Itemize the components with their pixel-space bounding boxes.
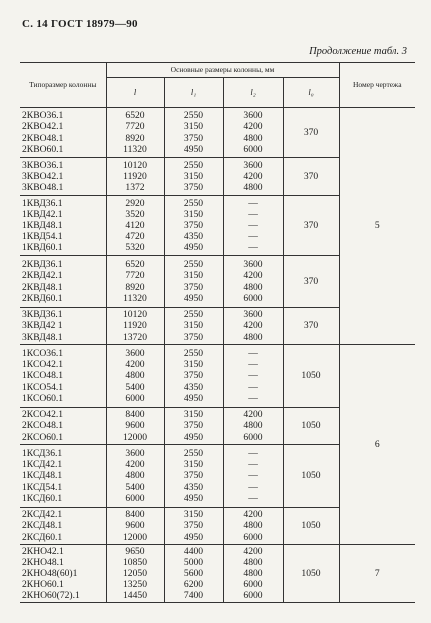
l-value: 3600 bbox=[125, 448, 145, 460]
l2-cell bbox=[223, 256, 283, 308]
l2-value: 4200 bbox=[243, 170, 263, 182]
column-type-value: 2КВД36.1 bbox=[22, 259, 63, 271]
type-cell bbox=[20, 508, 106, 545]
l-value: 4200 bbox=[125, 459, 145, 471]
column-type-value: 2КСО42.1 bbox=[22, 409, 64, 421]
column-header-l2: l₂ bbox=[223, 78, 283, 108]
column-type-value: 1КСО60.1 bbox=[22, 392, 64, 404]
l1-cell bbox=[164, 508, 223, 545]
l2-value: — bbox=[248, 231, 258, 243]
l-cell bbox=[106, 545, 164, 603]
l0-value: 1050 bbox=[283, 408, 339, 445]
l2-cell bbox=[223, 308, 283, 345]
column-type-value: 2КВД48.1 bbox=[22, 281, 63, 293]
l1-value: 7400 bbox=[183, 590, 204, 602]
column-type-value: 2КВО48.1 bbox=[22, 132, 64, 144]
l2-value: — bbox=[248, 481, 258, 493]
l1-value: 4950 bbox=[183, 431, 204, 443]
column-type-value: 1КВД42.1 bbox=[22, 208, 63, 220]
table-continuation-label: Продолжение табл. 3 bbox=[309, 46, 407, 57]
l1-value: 3150 bbox=[183, 509, 204, 521]
l-value: 8920 bbox=[125, 281, 145, 293]
l0-value: 1050 bbox=[283, 345, 339, 408]
l1-value: 3750 bbox=[183, 470, 204, 482]
l2-value: 4200 bbox=[243, 121, 263, 133]
l-value: 13720 bbox=[123, 331, 147, 343]
l1-value: 3750 bbox=[183, 182, 204, 194]
l2-value: 3600 bbox=[243, 159, 263, 171]
column-type-value: 2КНО48(60)1 bbox=[22, 568, 78, 580]
l1-value: 3750 bbox=[183, 420, 204, 432]
table-row bbox=[20, 345, 415, 408]
column-type-value: 2КСД48.1 bbox=[22, 520, 63, 532]
type-cell bbox=[20, 158, 106, 196]
l-value: 5320 bbox=[125, 242, 145, 254]
l2-value: — bbox=[248, 348, 258, 360]
l1-cell bbox=[164, 158, 223, 196]
l-value: 4200 bbox=[125, 359, 145, 371]
l2-value: 6000 bbox=[243, 292, 263, 304]
l1-value: 2550 bbox=[183, 197, 204, 209]
column-type-value: 3КВО42.1 bbox=[22, 170, 64, 182]
l2-value: — bbox=[248, 197, 258, 209]
column-type-value: 3КВО36.1 bbox=[22, 159, 64, 171]
l1-value: 2550 bbox=[183, 348, 204, 360]
dimensions-table bbox=[20, 62, 415, 603]
l2-value: 4200 bbox=[243, 270, 263, 282]
l-value: 11920 bbox=[123, 170, 147, 182]
l2-value: 6000 bbox=[243, 531, 263, 543]
table-body bbox=[20, 108, 415, 603]
column-type-value: 2КВД42.1 bbox=[22, 270, 63, 282]
l2-value: — bbox=[248, 208, 258, 220]
l-cell bbox=[106, 308, 164, 345]
l1-value: 4950 bbox=[183, 242, 204, 254]
column-type-value: 2КВО42.1 bbox=[22, 121, 64, 133]
l1-value: 4950 bbox=[183, 143, 204, 155]
l2-value: — bbox=[248, 470, 258, 482]
l2-cell bbox=[223, 158, 283, 196]
column-type-value: 1КСД60.1 bbox=[22, 492, 63, 504]
l1-value: 4350 bbox=[183, 381, 204, 393]
l2-value: — bbox=[248, 392, 258, 404]
l-value: 4720 bbox=[125, 231, 145, 243]
column-type-value: 1КСО36.1 bbox=[22, 348, 64, 360]
l2-value: 4200 bbox=[243, 409, 263, 421]
l1-value: 6200 bbox=[183, 579, 204, 591]
l1-value: 2550 bbox=[183, 259, 204, 271]
l1-value: 3750 bbox=[183, 370, 204, 382]
l1-cell bbox=[164, 256, 223, 308]
column-type-value: 2КВД60.1 bbox=[22, 292, 63, 304]
table-row bbox=[20, 545, 415, 603]
l-value: 11320 bbox=[123, 292, 147, 304]
l-value: 3520 bbox=[125, 208, 145, 220]
page-header: С. 14 ГОСТ 18979—90 bbox=[22, 18, 138, 30]
l-value: 11320 bbox=[123, 143, 147, 155]
l-value: 6520 bbox=[125, 259, 145, 271]
drawing-number: 6 bbox=[339, 345, 415, 545]
column-type-value: 3КВД48.1 bbox=[22, 331, 63, 343]
l1-cell bbox=[164, 108, 223, 158]
l2-value: — bbox=[248, 459, 258, 471]
type-cell bbox=[20, 196, 106, 256]
l2-value: 4800 bbox=[243, 568, 263, 580]
drawing-number: 7 bbox=[339, 545, 415, 603]
l1-cell bbox=[164, 445, 223, 508]
l2-value: 6000 bbox=[243, 143, 263, 155]
l-value: 12000 bbox=[123, 431, 147, 443]
column-type-value: 2КНО60.1 bbox=[22, 579, 64, 591]
l2-cell bbox=[223, 545, 283, 603]
l1-value: 2550 bbox=[183, 448, 204, 460]
l2-value: — bbox=[248, 370, 258, 382]
column-type-value: 1КВД36.1 bbox=[22, 197, 63, 209]
l-value: 9600 bbox=[125, 520, 145, 532]
l0-value: 370 bbox=[283, 308, 339, 345]
l2-cell bbox=[223, 196, 283, 256]
l-value: 8400 bbox=[125, 409, 145, 421]
column-type-value: 1КСД54.1 bbox=[22, 481, 63, 493]
l-value: 11920 bbox=[123, 320, 147, 332]
l2-value: — bbox=[248, 492, 258, 504]
column-type-value: 2КВО36.1 bbox=[22, 110, 64, 122]
column-type-value: 2КСД42.1 bbox=[22, 509, 63, 521]
l-value: 6000 bbox=[125, 492, 145, 504]
column-header-drawing-number: Номер чертежа bbox=[339, 63, 415, 108]
l-cell bbox=[106, 196, 164, 256]
column-type-value: 3КВД36.1 bbox=[22, 309, 63, 321]
l-value: 10120 bbox=[123, 159, 147, 171]
l-value: 8920 bbox=[125, 132, 145, 144]
l2-value: 6000 bbox=[243, 579, 263, 591]
l-value: 10120 bbox=[123, 309, 147, 321]
l1-value: 3150 bbox=[183, 170, 204, 182]
l-value: 7720 bbox=[125, 121, 145, 133]
l1-value: 3750 bbox=[183, 331, 204, 343]
l-value: 7720 bbox=[125, 270, 145, 282]
l2-value: 4800 bbox=[243, 182, 263, 194]
column-type-value: 1КСД36.1 bbox=[22, 448, 63, 460]
column-type-value: 3КВД42 1 bbox=[22, 320, 63, 332]
column-header-l: l bbox=[106, 78, 164, 108]
l1-value: 3150 bbox=[183, 208, 204, 220]
type-cell bbox=[20, 256, 106, 308]
l1-value: 3150 bbox=[183, 409, 204, 421]
column-type-value: 2КСО48.1 bbox=[22, 420, 64, 432]
l-value: 8400 bbox=[125, 509, 145, 521]
l-cell bbox=[106, 108, 164, 158]
l-value: 4800 bbox=[125, 470, 145, 482]
l0-value: 370 bbox=[283, 196, 339, 256]
column-type-value: 1КСД48.1 bbox=[22, 470, 63, 482]
l2-value: — bbox=[248, 359, 258, 371]
l1-value: 3750 bbox=[183, 520, 204, 532]
l2-value: 4800 bbox=[243, 281, 263, 293]
l0-value: 1050 bbox=[283, 508, 339, 545]
column-header-l0: l₀ bbox=[283, 78, 339, 108]
column-type-value: 1КСО48.1 bbox=[22, 370, 64, 382]
l-cell bbox=[106, 345, 164, 408]
l-value: 5400 bbox=[125, 481, 145, 493]
l1-value: 4950 bbox=[183, 292, 204, 304]
l0-value: 1050 bbox=[283, 445, 339, 508]
column-type-value: 2КСД60.1 bbox=[22, 531, 63, 543]
l1-value: 3150 bbox=[183, 121, 204, 133]
column-type-value: 2КНО42.1 bbox=[22, 546, 64, 557]
l1-value: 3750 bbox=[183, 132, 204, 144]
l2-value: 4800 bbox=[243, 132, 263, 144]
l2-value: 3600 bbox=[243, 110, 263, 122]
table-row bbox=[20, 108, 415, 158]
l1-value: 4400 bbox=[183, 546, 204, 557]
type-cell bbox=[20, 408, 106, 445]
l1-cell bbox=[164, 308, 223, 345]
l2-value: 4200 bbox=[243, 320, 263, 332]
l1-value: 5600 bbox=[183, 568, 204, 580]
l2-value: — bbox=[248, 381, 258, 393]
l1-value: 5000 bbox=[183, 557, 204, 569]
l1-value: 3750 bbox=[183, 219, 204, 231]
l1-value: 4950 bbox=[183, 492, 204, 504]
column-type-value: 1КВД60.1 bbox=[22, 242, 63, 254]
l-value: 10850 bbox=[123, 557, 147, 569]
l2-cell bbox=[223, 408, 283, 445]
l-value: 4120 bbox=[125, 219, 145, 231]
column-type-value: 2КНО48.1 bbox=[22, 557, 64, 569]
type-cell bbox=[20, 308, 106, 345]
l-value: 5400 bbox=[125, 381, 145, 393]
l-cell bbox=[106, 408, 164, 445]
l2-cell bbox=[223, 345, 283, 408]
l1-value: 2550 bbox=[183, 309, 204, 321]
l1-value: 4350 bbox=[183, 231, 204, 243]
column-type-value: 2КСО60.1 bbox=[22, 431, 64, 443]
l2-value: 6000 bbox=[243, 431, 263, 443]
l2-value: 6000 bbox=[243, 590, 263, 602]
l1-value: 4350 bbox=[183, 481, 204, 493]
l-value: 13250 bbox=[123, 579, 147, 591]
l2-cell bbox=[223, 445, 283, 508]
drawing-number: 5 bbox=[339, 108, 415, 345]
l-value: 12000 bbox=[123, 531, 147, 543]
l0-value: 370 bbox=[283, 158, 339, 196]
l-value: 9650 bbox=[125, 546, 145, 557]
column-type-value: 1КСО54.1 bbox=[22, 381, 64, 393]
l2-value: 4200 bbox=[243, 509, 263, 521]
l1-value: 3750 bbox=[183, 281, 204, 293]
column-type-value: 1КСД42.1 bbox=[22, 459, 63, 471]
l0-value: 370 bbox=[283, 256, 339, 308]
l-value: 1372 bbox=[125, 182, 145, 194]
l2-value: 4800 bbox=[243, 557, 263, 569]
l2-value: 4800 bbox=[243, 420, 263, 432]
l-cell bbox=[106, 256, 164, 308]
l1-value: 4950 bbox=[183, 531, 204, 543]
l2-value: 4800 bbox=[243, 520, 263, 532]
l2-value: 3600 bbox=[243, 309, 263, 321]
l1-value: 2550 bbox=[183, 110, 204, 122]
l-cell bbox=[106, 158, 164, 196]
l-value: 12050 bbox=[123, 568, 147, 580]
l1-cell bbox=[164, 408, 223, 445]
l1-value: 2550 bbox=[183, 159, 204, 171]
l1-value: 3150 bbox=[183, 459, 204, 471]
column-type-value: 2КВО60.1 bbox=[22, 143, 64, 155]
column-type-value: 3КВО48.1 bbox=[22, 182, 64, 194]
column-type-value: 1КВД48.1 bbox=[22, 219, 63, 231]
l2-value: 3600 bbox=[243, 259, 263, 271]
column-type-value: 1КВД54.1 bbox=[22, 231, 63, 243]
column-header-type: Типоразмер колонны bbox=[20, 63, 106, 108]
l1-value: 4950 bbox=[183, 392, 204, 404]
l-value: 2920 bbox=[125, 197, 145, 209]
l2-value: 4200 bbox=[243, 546, 263, 557]
l-value: 4800 bbox=[125, 370, 145, 382]
l-value: 3600 bbox=[125, 348, 145, 360]
type-cell bbox=[20, 108, 106, 158]
l1-value: 3150 bbox=[183, 270, 204, 282]
l2-cell bbox=[223, 508, 283, 545]
l-value: 14450 bbox=[123, 590, 147, 602]
type-cell bbox=[20, 345, 106, 408]
l2-value: — bbox=[248, 242, 258, 254]
l1-cell bbox=[164, 345, 223, 408]
l-cell bbox=[106, 445, 164, 508]
l-value: 9600 bbox=[125, 420, 145, 432]
column-header-main-dimensions: Основные размеры колонны, мм bbox=[106, 63, 339, 78]
l1-value: 3150 bbox=[183, 359, 204, 371]
l-cell bbox=[106, 508, 164, 545]
l1-cell bbox=[164, 196, 223, 256]
l-value: 6520 bbox=[125, 110, 145, 122]
type-cell bbox=[20, 445, 106, 508]
l2-value: 4800 bbox=[243, 331, 263, 343]
l0-value: 1050 bbox=[283, 545, 339, 603]
l0-value: 370 bbox=[283, 108, 339, 158]
l2-cell bbox=[223, 108, 283, 158]
column-type-value: 2КНО60(72).1 bbox=[22, 590, 80, 602]
l2-value: — bbox=[248, 219, 258, 231]
column-type-value: 1КСО42.1 bbox=[22, 359, 64, 371]
l-value: 6000 bbox=[125, 392, 145, 404]
column-header-l1: l₁ bbox=[164, 78, 223, 108]
type-cell bbox=[20, 545, 106, 603]
l1-cell bbox=[164, 545, 223, 603]
l2-value: — bbox=[248, 448, 258, 460]
l1-value: 3150 bbox=[183, 320, 204, 332]
